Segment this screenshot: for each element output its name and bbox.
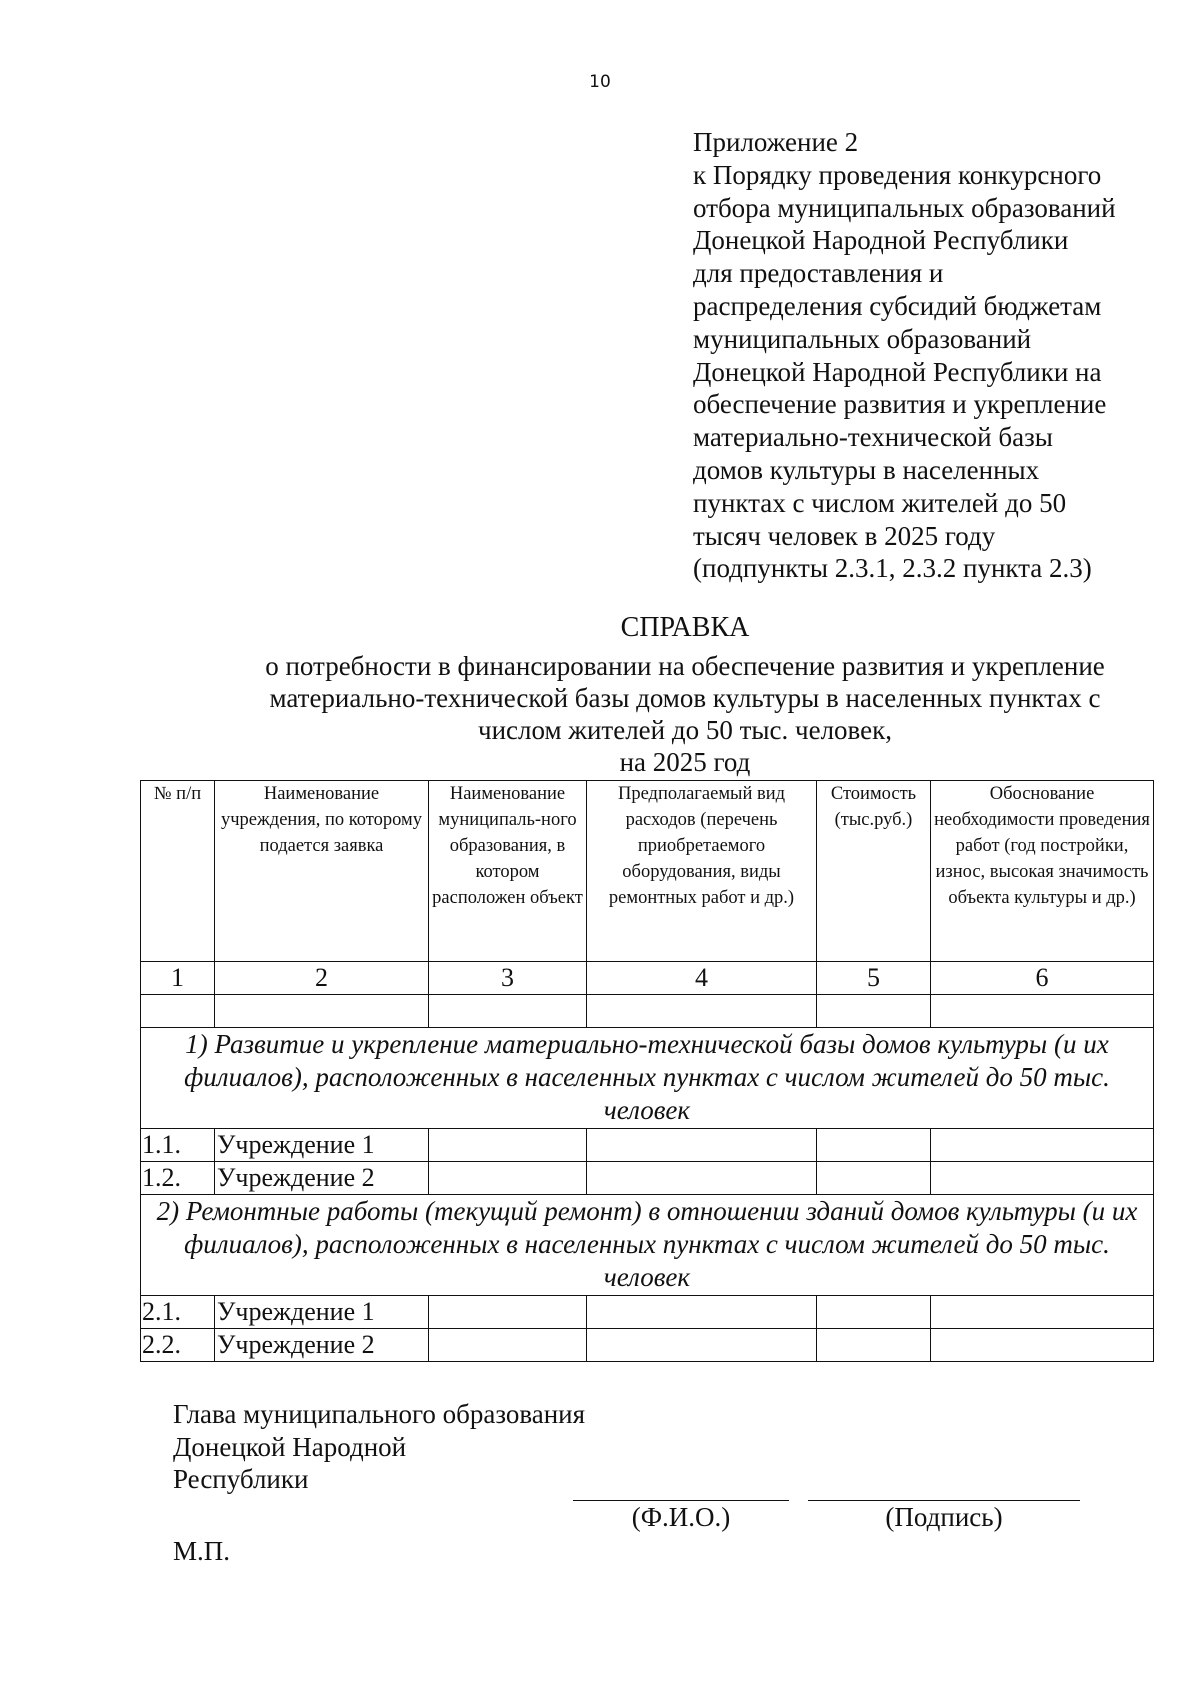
row-number: 1.2. xyxy=(141,1162,215,1195)
fio-blank-line xyxy=(573,1500,789,1501)
appendix-line: Донецкой Народной Республики на xyxy=(693,356,1102,387)
appendix-line: отбора муниципальных образований xyxy=(693,192,1116,223)
table-cell xyxy=(429,1329,587,1362)
document-subtitle xyxy=(0,650,1200,778)
header-cell-municipality: Наименование муниципаль-ного образования, в котором расположен объект xyxy=(429,781,587,962)
table-row-empty xyxy=(141,995,1154,1028)
table-cell xyxy=(587,1129,817,1162)
institution-name: Учреждение 2 xyxy=(215,1162,429,1195)
institution-name: Учреждение 1 xyxy=(215,1129,429,1162)
header-cell-institution: Наименование учреждения, по которому подается заявка xyxy=(215,781,429,962)
table-cell xyxy=(817,1129,931,1162)
appendix-line: к Порядку проведения конкурсного xyxy=(693,159,1102,190)
table-cell xyxy=(587,995,817,1028)
table-cell xyxy=(429,1162,587,1195)
table-cell xyxy=(931,1129,1154,1162)
row-number: 2.1. xyxy=(141,1296,215,1329)
column-number: 5 xyxy=(817,962,931,995)
section-heading-row xyxy=(141,1028,1154,1129)
institution-name: Учреждение 1 xyxy=(215,1296,429,1329)
table-cell xyxy=(817,1329,931,1362)
table-row xyxy=(141,1329,1154,1362)
subtitle-line: на 2025 год xyxy=(619,747,751,777)
table-cell xyxy=(587,1296,817,1329)
table-row xyxy=(141,1129,1154,1162)
subtitle-line: о потребности в финансировании на обеспечение развития и укрепление xyxy=(265,651,1105,681)
appendix-header xyxy=(693,126,1193,585)
table-cell xyxy=(817,995,931,1028)
stamp-mark: М.П. xyxy=(173,1536,231,1566)
table-cell xyxy=(429,995,587,1028)
table-cell xyxy=(931,1162,1154,1195)
appendix-line: тысяч человек в 2025 году xyxy=(693,520,996,551)
appendix-line: для предоставления и xyxy=(693,258,944,289)
row-number: 2.2. xyxy=(141,1329,215,1362)
subtitle-line: материально-технической базы домов культуры в населенных пунктах с xyxy=(269,683,1101,713)
table-cell xyxy=(429,1296,587,1329)
section-2-title: 2) Ремонтные работы (текущий ремонт) в отношении зданий домов культуры (и их филиалов), расположенных в населенных пунктах с числом жителей до 50 тыс. человек xyxy=(141,1195,1154,1296)
header-cell-expenses: Предполагаемый вид расходов (перечень приобретаемого оборудования, виды ремонтных работ и др.) xyxy=(587,781,817,962)
section-1-title: 1) Развитие и укрепление материально-технической базы домов культуры (и их филиалов), расположенных в населенных пунктах с числом жителей до 50 тыс. человек xyxy=(141,1028,1154,1129)
table-cell xyxy=(141,995,215,1028)
appendix-line: пунктах с числом жителей до 50 xyxy=(693,487,1067,518)
signature-block xyxy=(173,1398,585,1496)
appendix-line: муниципальных образований xyxy=(693,323,1032,354)
row-number: 1.1. xyxy=(141,1129,215,1162)
table-row xyxy=(141,1296,1154,1329)
financing-needs-table xyxy=(140,780,1154,1362)
document-title: СПРАВКА xyxy=(620,612,750,643)
table-cell xyxy=(587,1162,817,1195)
column-number: 3 xyxy=(429,962,587,995)
table-cell xyxy=(587,1329,817,1362)
column-number: 1 xyxy=(141,962,215,995)
appendix-line: распределения субсидий бюджетам xyxy=(693,290,1102,321)
section-heading-row xyxy=(141,1195,1154,1296)
signature-blank-line xyxy=(808,1500,1080,1501)
signature-line: Донецкой Народной xyxy=(173,1431,407,1462)
page-number: 10 xyxy=(589,72,611,92)
column-number: 6 xyxy=(931,962,1154,995)
column-number: 4 xyxy=(587,962,817,995)
column-number: 2 xyxy=(215,962,429,995)
header-cell-cost: Стоимость (тыс.руб.) xyxy=(817,781,931,962)
institution-name: Учреждение 2 xyxy=(215,1329,429,1362)
signature-line: Глава муниципального образования xyxy=(173,1399,586,1429)
appendix-line: (подпункты 2.3.1, 2.3.2 пункта 2.3) xyxy=(693,553,1092,584)
table-cell xyxy=(817,1162,931,1195)
table-cell xyxy=(215,995,429,1028)
appendix-line: Донецкой Народной Республики xyxy=(693,225,1069,256)
subtitle-line: числом жителей до 50 тыс. человек, xyxy=(478,715,892,745)
signature-label: (Подпись) xyxy=(885,1502,1003,1532)
table-cell xyxy=(817,1296,931,1329)
header-cell-number: № п/п xyxy=(141,781,215,962)
table-cell xyxy=(429,1129,587,1162)
table-header-row xyxy=(141,781,1154,962)
table-row xyxy=(141,1162,1154,1195)
appendix-line: материально-технической базы xyxy=(693,422,1053,453)
signature-line: Республики xyxy=(173,1464,309,1494)
appendix-line: обеспечение развития и укрепление xyxy=(693,389,1107,420)
column-number-row xyxy=(141,962,1154,995)
header-cell-justification: Обоснование необходимости проведения работ (год постройки, износ, высокая значимость объекта культуры и др.) xyxy=(931,781,1154,962)
table-cell xyxy=(931,995,1154,1028)
table-cell xyxy=(931,1329,1154,1362)
fio-label: (Ф.И.О.) xyxy=(631,1502,731,1532)
appendix-line: домов культуры в населенных xyxy=(693,454,1040,485)
appendix-line: Приложение 2 xyxy=(693,127,859,157)
table-cell xyxy=(931,1296,1154,1329)
